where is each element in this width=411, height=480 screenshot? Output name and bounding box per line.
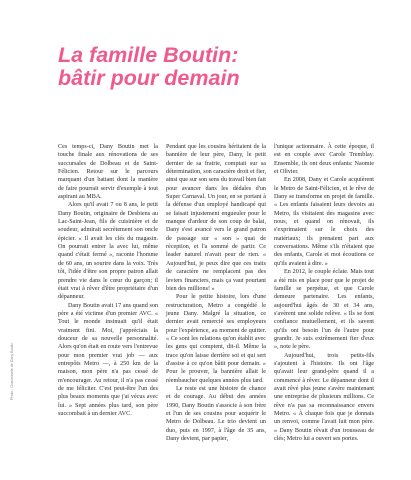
paragraph: Pendant que les cousins héritaient de la bannière de leur père, Dany, le petit dernier de sa fratrie, comptait sur sa détermination, son caractère droit et fier, ainsi que sur son sens du travail bien fait pour avancer dans les dédales d'un Super Carnaval. Un jour, en se portant à la défense d'un employé handicapé qui se faisait injustement engueuler pour le manque d'ardeur de son coup de balai, Dany s'est avancé vers le grand patron de passage sur « son » quai de réception, et l'a sommé de partir. Ce leader naturel n'avait peur de rien. « Aujourd'hui, je peux dire que ces traits de caractère ne remplacent pas des leviers financiers, mais ça vaut pourtant bien des millions! » xyxy=(166,144,266,292)
paragraph: En 2008, Dany et Carole acquièrent le Metro de Saint-Félicien, et le rêve de Dany se transforme en projet de famille. « Les enfants faisaient leurs devoirs au Metro, ils visitaient des magasins avec nous, et quand on rénovait, ils s'exprimaient sur le choix des matériaux; ils prenaient part aux conversations. Même s'ils n'étaient que des enfants, Carole et moi écoutions ce qu'ils avaient à dire. » xyxy=(274,177,374,267)
paragraph: En 2012, le couple éclate. Mais tout a été mis en place pour que le projet de famille se perpétue, et que Carole demeure partenaire. Les enfants, aujourd'hui âgés de 30 et 34 ans, s'avèrent une solide relève. « Ils se font confiance mutuellement, et ils savent qu'ils ont besoin l'un de l'autre pour grandir. Je suis extrêmement fier d'eux », note le père. xyxy=(274,269,374,351)
article-body xyxy=(58,143,374,443)
paragraph: l'unique actionnaire. À cette époque, il est en couple avec Carole Tremblay. Ensemble, ils ont deux enfants: Naomie et Olivier. xyxy=(274,144,374,176)
article-title xyxy=(58,44,318,90)
column-3 xyxy=(274,143,374,443)
article-title-line-2: bâtir pour demain xyxy=(58,66,240,90)
paragraph: Dany Boutin avait 17 ans quand son père a été victime d'un premier AVC. « Tout le monde insinuait qu'il était vraiment fini. Moi, j'appréciais la douceur de sa nouvelle personnalité. Alors qu'on était en route vers l'entrevue pour mon premier vrai job — aux entrepôts Metro —, à 250 km de la maison, mon père n'a pas cessé de m'encourager. Au retour, il n'a pas cessé de me féliciter. C'est peut-être l'un des plus beaux moments que j'ai vécus avec lui. » Sept années plus tard, son père succombait à un dernier AVC. xyxy=(58,302,158,417)
photo-credit: Photo : Gracieuseté de Dany Boutin xyxy=(10,342,14,400)
paragraph: Pour le petite histoire, lors d'une restructuration, Metro a congédié le jeune Dany. Malgré la situation, ce dernier avait remercié ses employeurs pour l'expérience, au moment de quitter. « Ce sont les relations qu'on établit avec les gens qui comptent, dit-il. Même la trace qu'on laisse derrière soi et qui sert d'assise à ce qu'on bâtit pour demain. » Pour le prouver, la bannière allait le réembaucher quelques années plus tard. xyxy=(166,294,266,384)
paragraph: Ces temps-ci, Dany Boutin met la touche finale aux rénovations de ses succursales de Dolbeau et de Saint-Félicien. Retour sur le parcours marquant d'un battant dont la manière de faire pourrait servir d'exemple à tout aspirant au MBA. xyxy=(58,144,158,201)
column-2 xyxy=(166,143,266,443)
paragraph: Aujourd'hui, trois petits-fils s'ajoutent à l'histoire. Ils ont l'âge qu'avait leur grand-père quand il a commencé à rêver. Le dépanneur dont il avait rêvé plus jeune s'avère maintenant une entreprise de plusieurs millions. Ce rêve n'a pas sa reconnaissance envers Metro. « À chaque fois que je donnais un renvoi, comme l'avait fait mon père. » Dany Boutin rêvait d'un trousseau de clés; Metro lui a ouvert ses portes. xyxy=(274,352,374,443)
article-title-line-1: La famille Boutin: xyxy=(58,43,239,67)
paragraph: Le reste est une histoire de chance et de courage. Au début des années 1990, Dany Boutin s'associe à son frère et l'un de ses cousins pour acquérir le Metro de Dolbeau. Le trio devient un duo, puis en 1997, à l'âge de 35 ans, Dany devient, par papier, xyxy=(166,385,266,443)
column-1 xyxy=(58,143,158,443)
paragraph: Alors qu'il avait 7 ou 8 ans, le petit Dany Boutin, originaire de Desbiens au Lac-Saint-Jean, fils de cuisinière et de soudeur, admirait secrètement son oncle épicier. « Il avait les clés du magasin. On pourrait entrer la avec lui, même quand c'était fermé », raconte l'homme de 60 ans, un sourire dans la voix. Très tôt, l'idée d'être son propre patron allait prendre vie dans le cœur du garçon; il était vrai à rêver d'être propriétaire d'un dépanneur. xyxy=(58,202,158,301)
